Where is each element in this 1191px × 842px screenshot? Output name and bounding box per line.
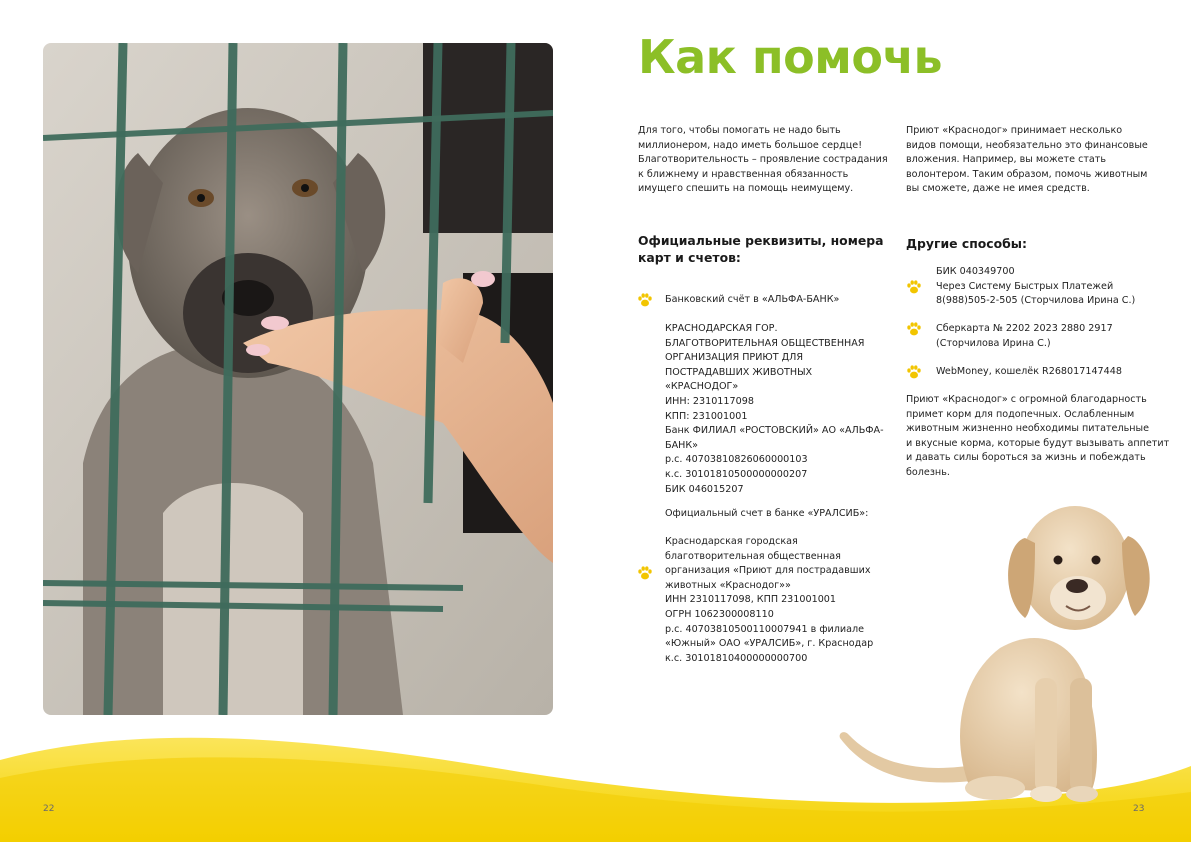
paw-icon [637,565,653,581]
other-ways-heading: Другие способы: [906,236,1027,251]
webmoney-details: WebMoney, кошелёк R268017147448 [936,366,1122,377]
intro-left-text: Для того, чтобы помогать не надо быть миллионером, надо иметь большое сердце! Благотворительность – проявление сострадания к ближнему и нравственная обязанность имущего спешить на помощь неимущему. [638,125,888,195]
alfa-bank-details: КРАСНОДАРСКАЯ ГОР. БЛАГОТВОРИТЕЛЬНАЯ ОБЩЕСТВЕННАЯ ОРГАНИЗАЦИЯ ПРИЮТ ДЛЯ ПОСТРАДАВШИХ ЖИВОТНЫХ «КРАСНОДОГ» ИНН: 2310117098 КПП: 231001001 Банк ФИЛИАЛ «РОСТОВСКИЙ» АО «АЛЬФА- БАНК» р.с. 40703810826060000103 к.с. 30101810500000000207 БИК 046015207 [665,323,884,495]
left-page-number: 22 [43,804,55,814]
paw-icon [906,321,922,337]
uralsib-label: Официальный счет в банке «УРАЛСИБ»: [665,508,869,519]
sberbank-card-details: Сберкарта № 2202 2023 2880 2917 (Сторчилова Ирина С.) [936,323,1113,349]
sitting-puppy-image [830,488,1170,808]
puppy-behind-fence-photo [43,43,553,715]
paw-icon [906,279,922,295]
requisites-heading: Официальные реквизиты, номера карт и счетов: [638,233,884,265]
paw-icon [906,364,922,380]
food-donation-text: Приют «Краснодог» с огромной благодарность примет корм для подопечных. Ослабленным животным жизненно необходимы питательные и вкусные корма, которые будут вызывать аппетит и давать силы бороться за жизнь и побеждать болезнь. [906,394,1170,478]
intro-right-text: Приют «Краснодог» принимает несколько видов помощи, необязательно это финансовые вложения. Например, вы можете стать волонтером. Таким образом, помочь животным вы сможете, даже не имея средств. [906,125,1148,195]
sbp-details: БИК 040349700 Через Систему Быстрых Платежей 8(988)505-2-505 (Сторчилова Ирина С.) [936,266,1136,307]
page-title: Как помочь [638,30,943,84]
right-page-number: 23 [1133,804,1145,814]
alfa-bank-label: Банковский счёт в «АЛЬФА-БАНК» [665,294,840,305]
uralsib-details: Краснодарская городская благотворительная общественная организация «Приют для пострадавших животных «Краснодог»» ИНН 2310117098, КПП 231001001 ОГРН 1062300008110 р.с. 40703810500110007941 в филиале «Южный» ОАО «УРАЛСИБ», г. Краснодар к.с. 30101810400000000700 [665,536,874,664]
paw-icon [637,292,653,308]
